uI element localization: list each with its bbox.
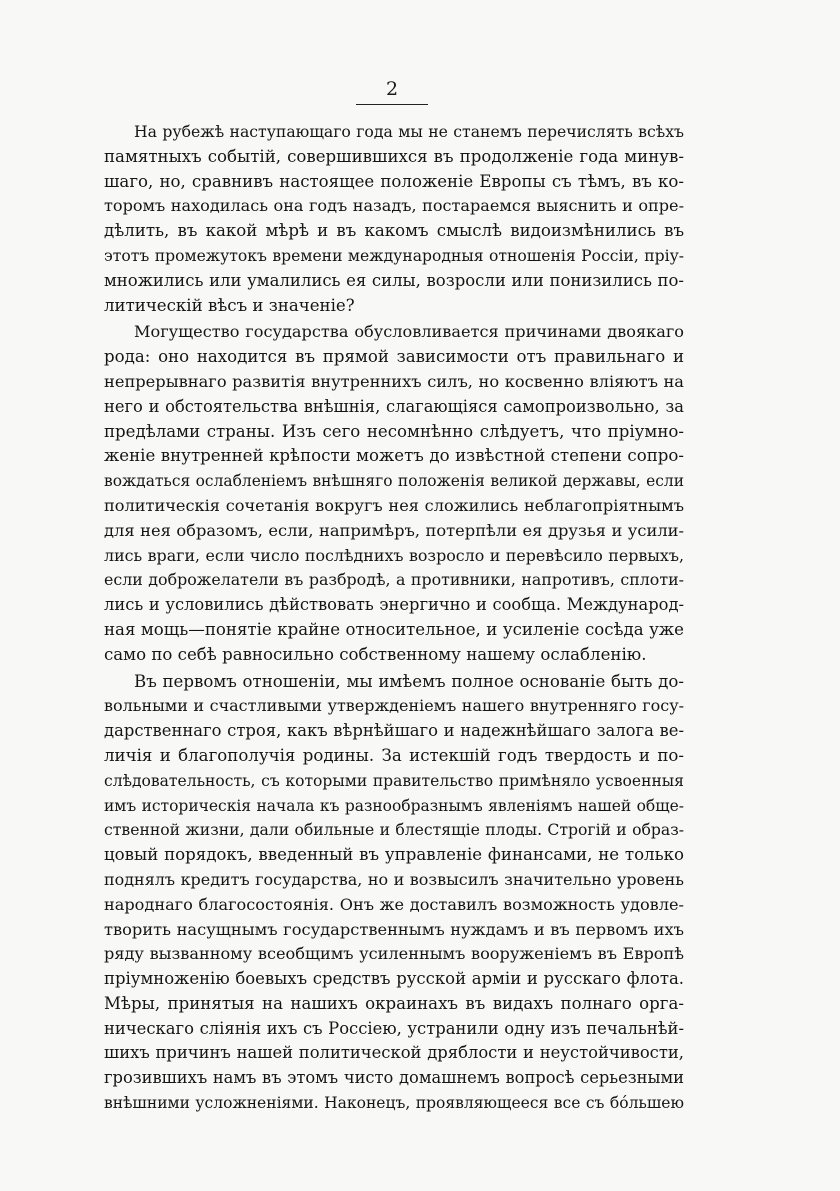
- text-line: ническаго слiянія ихъ съ Россіею, устранили одну изъ печальнѣй-: [104, 1018, 684, 1038]
- text-line: предѣлами страны. Изъ сего несомнѣнно слѣдуетъ, что пріумно-: [104, 421, 684, 441]
- paragraph-1: [104, 120, 684, 318]
- text-line: если доброжелатели въ разбродѣ, а противники, напротивъ, сплоти-: [104, 570, 684, 590]
- text-line: этотъ промежутокъ времени международныя отношенія Россіи, пріу-: [104, 246, 684, 265]
- text-line: лись враги, если число послѣднихъ возросло и перевѣсило первыхъ,: [104, 545, 684, 565]
- text-line: само по себѣ равносильно собственному нашему ослабленію.: [104, 644, 647, 664]
- text-line: множились или умалились ея силы, возросли или понизились по-: [104, 270, 684, 290]
- text-line: памятныхъ событій, совершившихся въ продолженіе года минув-: [104, 146, 684, 166]
- text-line: вольными и счастливыми утвержденіемъ нашего внутренняго госу-: [104, 696, 684, 716]
- text-line: торомъ находилась она годъ назадъ, постараемся выяснить и опре-: [104, 196, 684, 216]
- text-line: грозившихъ намъ въ этомъ чисто домашнемъ вопросѣ серьезными: [104, 1068, 684, 1088]
- text-line: женіе внутренней крѣпости можетъ до извѣстной степени сопро-: [104, 446, 684, 466]
- text-line: ряду вызванному всеобщимъ усиленнымъ вооруженіемъ въ Европѣ: [104, 944, 684, 964]
- text-line: литическій вѣсъ и значеніе?: [104, 295, 355, 315]
- text-line: дѣлить, въ какой мѣрѣ и въ какомъ смыслѣ видоизмѣнились въ: [104, 221, 684, 241]
- text-line: пріумноженію боевыхъ средствъ русской арміи и русскаго флота.: [104, 969, 684, 989]
- text-line: для нея образомъ, если, напримѣръ, потерпѣли ея друзья и усили-: [104, 520, 684, 540]
- body-text: [104, 120, 684, 1116]
- text-line: него и обстоятельства внѣшнія, слагающіяся самопроизвольно, за: [104, 396, 684, 416]
- text-line: имъ историческія начала къ разнообразнымъ явленіямъ нашей обще-: [104, 796, 684, 815]
- text-line: шихъ причинъ нашей политической дряблости и неустойчивости,: [104, 1043, 684, 1063]
- text-line: внѣшними усложненіями. Наконецъ, проявляющееся все съ бо́льшею: [104, 1094, 684, 1113]
- text-line: ственной жизни, дали обильные и блестящіе плоды. Строгій и образ-: [104, 820, 684, 840]
- text-line: рода: оно находится въ прямой зависимости отъ правильнаго и: [104, 347, 684, 367]
- text-line: вождаться ослабленіемъ внѣшняго положенія великой державы, если: [104, 472, 684, 491]
- text-line: слѣдовательность, съ которыми правительство примѣняло усвоенныя: [104, 771, 684, 790]
- text-line: ная мощь—понятіе крайне относительное, и усиленіе сосѣда уже: [104, 619, 684, 639]
- page-number-rule: [356, 104, 428, 105]
- text-line: личія и благополучія родины. За истекшій годъ твердость и по-: [104, 745, 684, 765]
- text-line: творить насущнымъ государственнымъ нуждамъ и въ первомъ ихъ: [104, 919, 684, 939]
- text-line: дарственнаго строя, какъ вѣрнѣйшаго и надежнѣйшаго залога ве-: [104, 721, 684, 741]
- text-line: политическія сочетанія вокругъ нея сложились неблагопріятнымъ: [104, 495, 684, 515]
- text-line: Могущество государства обусловливается причинами двоякаго: [134, 322, 684, 342]
- text-line: народнаго благосостоянія. Онъ же доставилъ возможность удовле-: [104, 894, 684, 914]
- text-line: Въ первомъ отношеніи, мы имѣемъ полное основаніе быть до-: [134, 671, 684, 691]
- paragraph-2: [104, 320, 684, 667]
- paragraph-3: [104, 670, 684, 1116]
- text-line: На рубежѣ наступающаго года мы не станемъ перечислять всѣхъ: [134, 122, 684, 141]
- text-line: цовый порядокъ, введенный въ управленіе финансами, не только: [104, 845, 684, 865]
- page-number: 2: [385, 78, 399, 100]
- text-line: поднялъ кредитъ государства, но и возвысилъ значительно уровень: [104, 869, 684, 889]
- text-line: лись и условились дѣйствовать энергично и сообща. Международ-: [104, 595, 684, 615]
- text-line: шаго, но, сравнивъ настоящее положеніе Европы съ тѣмъ, въ ко-: [104, 171, 684, 191]
- text-line: Мѣры, принятыя на нашихъ окраинахъ въ видахъ полнаго орга-: [104, 993, 684, 1013]
- text-line: непрерывнаго развитія внутреннихъ силъ, но косвенно вліяютъ на: [104, 371, 684, 391]
